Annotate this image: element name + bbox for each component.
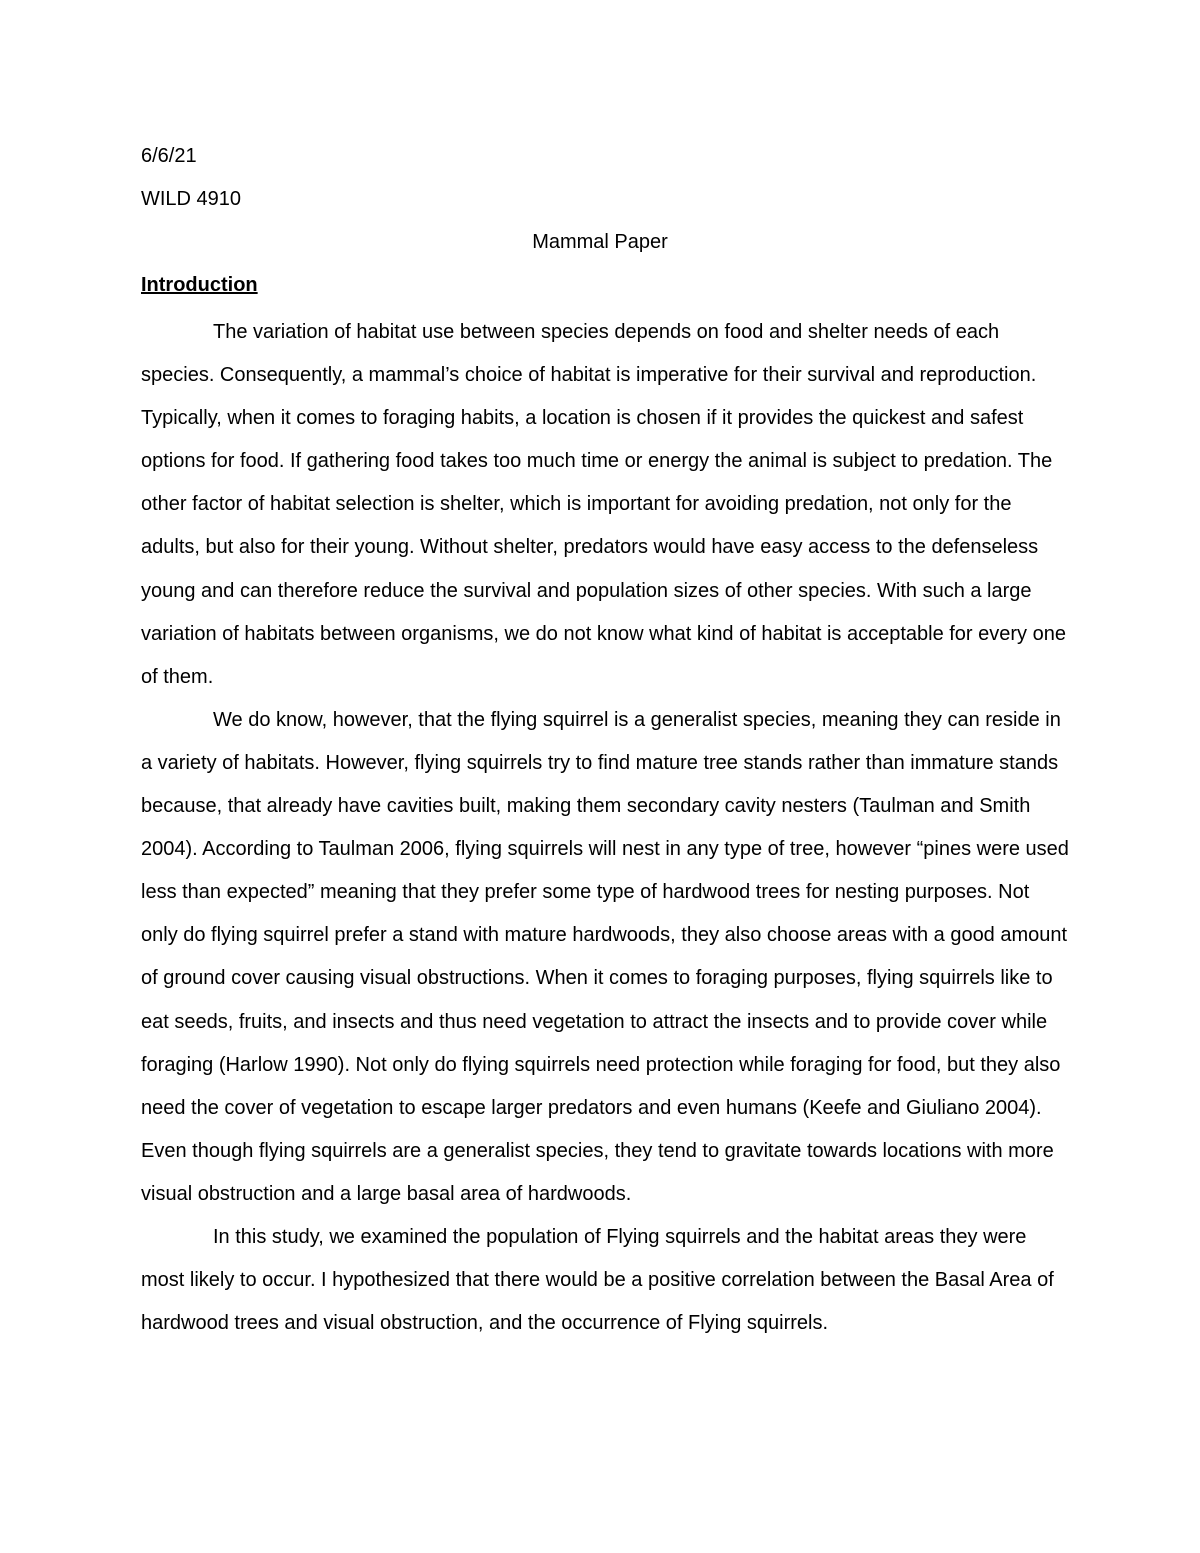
paragraph-2: We do know, however, that the flying squirrel is a generalist species, meaning they can reside in a variety of habitats. However, flying squirrels try to find mature tree stands rather than immature stands because, that already have cavities built, making them secondary cavity nesters (Taulman and Smith 2004). According to Taulman 2006, flying squirrels will nest in any type of tree, however “pines were used less than expected” meaning that they prefer some type of hardwood trees for nesting purposes. Not only do flying squirrel prefer a stand with mature hardwoods, they also choose areas with a good amount of ground cover causing visual obstructions. When it comes to foraging purposes, flying squirrels like to eat seeds, fruits, and insects and thus need vegetation to attract the insects and to provide cover while foraging (Harlow 1990). Not only do flying squirrels need protection while foraging for food, but they also need the cover of vegetation to escape larger predators and even humans (Keefe and Giuliano 2004). Even though flying squirrels are a generalist species, they tend to gravitate towards locations with more visual obstruction and a large basal area of hardwoods. (141, 708, 1069, 1205)
section-heading-introduction: Introduction (141, 274, 258, 296)
paragraph-1: The variation of habitat use between species depends on food and shelter needs of each species. Consequently, a mammal’s choice of habitat is imperative for their survival and reproduction. Typically, when it comes to foraging habits, a location is chosen if it provides the quickest and safest options for food. If gathering food takes too much time or energy the animal is subject to predation. The other factor of habitat selection is shelter, which is important for avoiding predation, not only for the adults, but also for their young. Without shelter, predators would have easy access to the defenseless young and can therefore reduce the survival and population sizes of other species. With such a large variation of habitats between organisms, we do not know what kind of habitat is acceptable for every one of them. (141, 321, 1066, 688)
paragraph-3: In this study, we examined the population of Flying squirrels and the habitat areas they were most likely to occur. I hypothesized that there would be a positive correlation between the Basal Area of hardwood trees and visual obstruction, and the occurrence of Flying squirrels. (141, 1225, 1054, 1335)
course-code: WILD 4910 (141, 188, 242, 210)
paper-title: Mammal Paper (532, 231, 668, 253)
introduction-body (141, 311, 1069, 1345)
document-date: 6/6/21 (141, 145, 197, 167)
